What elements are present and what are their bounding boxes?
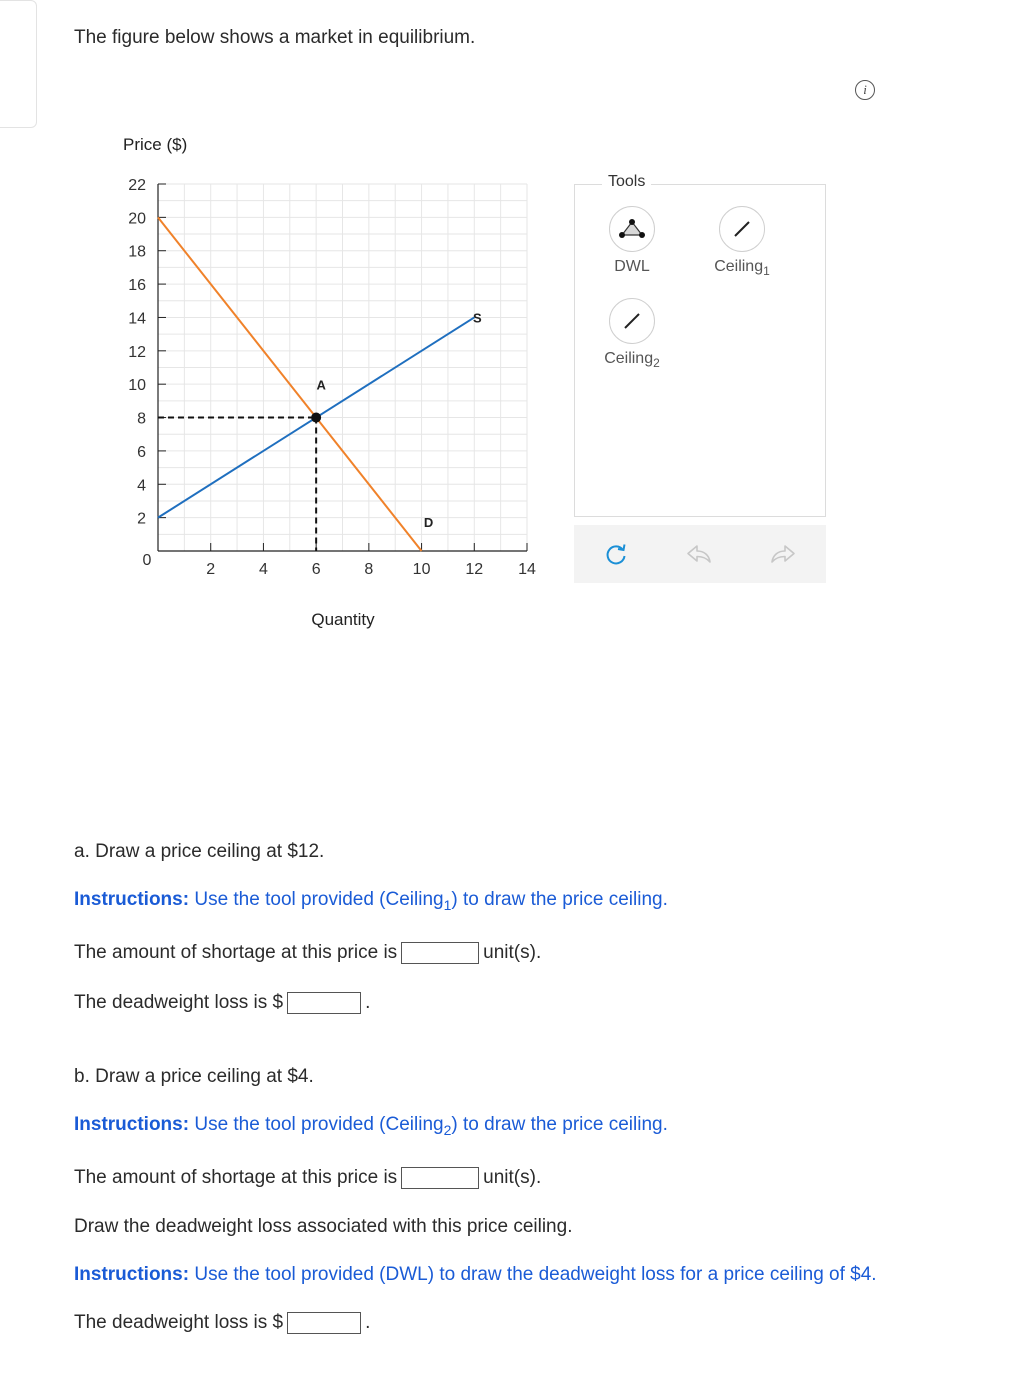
part-b-dwl-input[interactable]	[287, 1312, 361, 1334]
x-tick-label: 12	[465, 561, 484, 578]
part-b-instructions-pre: Use the tool provided (Ceiling	[189, 1114, 444, 1135]
y-tick-label: 12	[128, 343, 146, 361]
part-a-dwl-period: .	[365, 992, 371, 1014]
part-b-dwl-instructions-bold: Instructions:	[74, 1264, 190, 1285]
origin-label: 0	[142, 552, 152, 569]
equilibrium-label: A	[316, 377, 326, 393]
redo-icon[interactable]	[768, 539, 798, 569]
line-icon	[609, 298, 655, 344]
part-a-dwl-row	[74, 992, 370, 1014]
side-panel-tab[interactable]	[0, 0, 37, 128]
x-tick-label: 14	[518, 561, 536, 578]
part-b-prompt: b. Draw a price ceiling at $4.	[74, 1066, 314, 1087]
y-tick-label: 8	[137, 410, 146, 428]
y-tick-label: 2	[137, 510, 146, 528]
part-a-prompt: a. Draw a price ceiling at $12.	[74, 841, 325, 862]
triangle-points-icon	[609, 206, 655, 252]
y-tick-label: 14	[128, 310, 146, 328]
dwl-tool-label: DWL	[614, 258, 650, 275]
y-tick-label: 4	[137, 477, 146, 495]
x-tick-label: 4	[258, 561, 268, 578]
part-a-instructions-post: ) to draw the price ceiling.	[451, 889, 668, 910]
x-tick-label: 10	[412, 561, 431, 578]
part-a-dwl-input[interactable]	[287, 992, 361, 1014]
demand-label: D	[423, 515, 434, 530]
reset-icon[interactable]	[601, 539, 631, 569]
x-tick-label: 2	[206, 561, 216, 578]
undo-icon[interactable]	[684, 539, 714, 569]
ceiling1-tool-label: Ceiling	[714, 258, 764, 275]
part-a-instructions-bold: Instructions:	[74, 889, 190, 910]
info-icon[interactable]: i	[855, 80, 875, 100]
part-b-shortage-text: The amount of shortage at this price is	[74, 1167, 398, 1189]
part-b-dwl-instructions-text: Use the tool provided (DWL) to draw the deadweight loss for a price ceiling of $4.	[189, 1264, 877, 1285]
part-b-instructions	[74, 1114, 668, 1138]
part-b-dwl-row	[74, 1312, 370, 1334]
part-a-instructions-pre: Use the tool provided (Ceiling	[189, 889, 444, 910]
ceiling1-tool[interactable]	[697, 206, 787, 278]
ceiling2-tool-subscript: 2	[653, 356, 660, 371]
x-axis-title: Quantity	[311, 610, 375, 629]
y-tick-label: 10	[128, 377, 146, 395]
x-tick-label: 6	[311, 561, 321, 578]
ceiling1-tool-subscript: 1	[763, 264, 770, 279]
y-tick-label: 6	[137, 443, 146, 461]
line-icon	[719, 206, 765, 252]
supply-label: S	[472, 310, 482, 326]
part-b-dwl-instructions	[74, 1264, 877, 1286]
y-tick-label: 18	[128, 243, 146, 261]
y-tick-labels	[128, 177, 146, 528]
y-tick-label: 22	[128, 177, 146, 194]
x-tick-labels	[206, 561, 536, 578]
equilibrium-point[interactable]	[311, 413, 321, 423]
part-a-shortage-input[interactable]	[401, 942, 479, 964]
dwl-tool[interactable]	[587, 206, 677, 276]
tools-title: Tools	[602, 173, 651, 191]
x-tick-label: 8	[364, 561, 374, 578]
part-b-dwl-draw-text: Draw the deadweight loss associated with this price ceiling.	[74, 1216, 573, 1237]
y-tick-label: 20	[128, 210, 146, 228]
part-b-shortage-row	[74, 1167, 541, 1189]
part-a-dwl-text: The deadweight loss is $	[74, 992, 284, 1014]
intro-text: The figure below shows a market in equilibrium.	[74, 27, 476, 48]
part-b-dwl-period: .	[365, 1312, 371, 1334]
part-b-shortage-unit: unit(s).	[483, 1167, 542, 1189]
y-axis-title: Price ($)	[123, 135, 188, 154]
part-a-shortage-text: The amount of shortage at this price is	[74, 942, 398, 964]
part-a-instructions-sub: 1	[443, 896, 452, 913]
part-b-shortage-input[interactable]	[401, 1167, 479, 1189]
ceiling2-tool-label: Ceiling	[604, 350, 654, 367]
tool-bar	[574, 525, 826, 583]
part-b-instructions-bold: Instructions:	[74, 1114, 190, 1135]
part-b-dwl-text: The deadweight loss is $	[74, 1312, 284, 1334]
part-a-shortage-row	[74, 942, 541, 964]
part-b-instructions-post: ) to draw the price ceiling.	[451, 1114, 668, 1135]
market-graph[interactable]	[0, 120, 1012, 650]
part-b-instructions-sub: 2	[443, 1121, 452, 1138]
part-a-shortage-unit: unit(s).	[483, 942, 542, 964]
y-tick-label: 16	[128, 277, 146, 295]
grid	[158, 184, 527, 551]
part-a-instructions	[74, 889, 668, 913]
ceiling2-tool[interactable]	[587, 298, 677, 370]
